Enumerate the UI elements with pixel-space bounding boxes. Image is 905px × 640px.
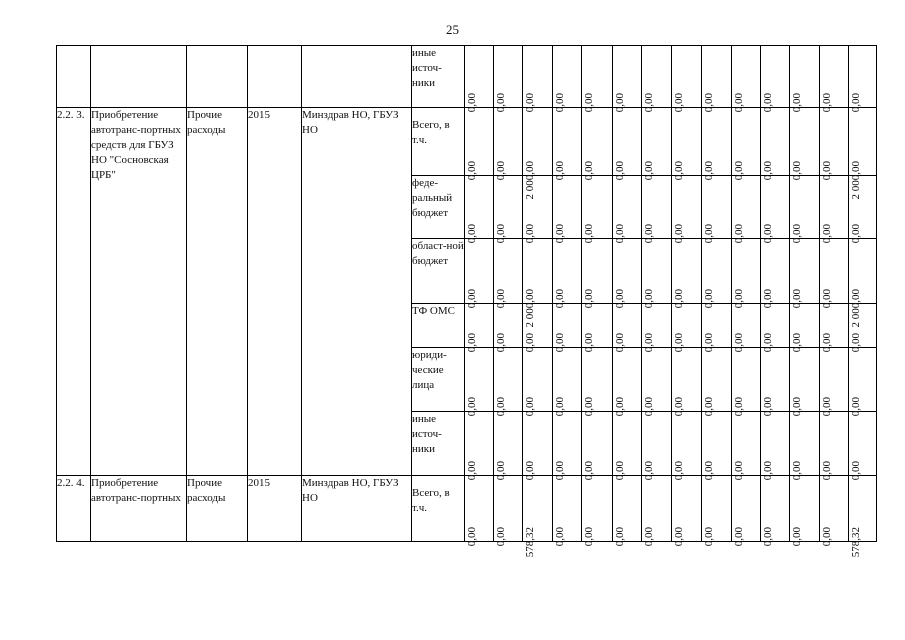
value-cell — [523, 476, 553, 558]
value-cell — [642, 108, 672, 181]
value-text: 0,00 — [733, 397, 745, 417]
value-cell — [732, 46, 761, 113]
value-cell — [849, 239, 877, 328]
value-text: 0,00 — [643, 397, 655, 417]
value-text: 0,00 — [733, 93, 745, 113]
value-cell — [613, 304, 642, 353]
value-cell — [790, 304, 820, 353]
value-text: 0,00 — [554, 93, 566, 113]
value-cell — [465, 46, 494, 113]
value-text: 0,00 — [643, 527, 655, 547]
value-text: 0,00 — [466, 224, 478, 244]
value-cell — [613, 476, 642, 547]
value-text: 0,00 — [762, 289, 774, 309]
value-cell — [613, 239, 642, 309]
value-text: 0,00 — [821, 289, 833, 309]
value-cell — [702, 476, 732, 547]
source-cell: иные источ-ники — [412, 412, 465, 476]
value-text: 0,00 — [733, 333, 745, 353]
value-text: 0,00 — [643, 333, 655, 353]
value-text: 0,00 — [791, 461, 803, 481]
value-text: 0,00 — [762, 224, 774, 244]
value-cell — [523, 412, 553, 481]
value-cell — [642, 476, 672, 547]
value-text: 0,00 — [466, 289, 478, 309]
value-text: 0,00 — [554, 289, 566, 309]
value-text: 0,00 — [554, 461, 566, 481]
value-text: 0,00 — [524, 397, 536, 417]
value-cell — [465, 108, 494, 181]
value-text: 0,00 — [791, 289, 803, 309]
value-text: 0,00 — [791, 224, 803, 244]
value-cell — [494, 176, 523, 244]
empty-cell — [248, 46, 302, 108]
value-text: 0,00 — [583, 461, 595, 481]
value-text: 0,00 — [495, 397, 507, 417]
value-cell — [465, 348, 494, 417]
value-cell — [849, 108, 877, 200]
source-cell: област-ной бюджет — [412, 239, 465, 304]
source-cell: иные источ-ники — [412, 46, 465, 108]
value-cell — [494, 46, 523, 113]
value-cell — [642, 239, 672, 309]
value-cell — [582, 239, 613, 309]
value-cell — [523, 176, 553, 244]
value-text: 0,00 — [821, 397, 833, 417]
value-text: 0,00 — [821, 527, 833, 547]
value-text: 0,00 — [850, 397, 862, 417]
value-cell — [702, 412, 732, 481]
value-text: 0,00 — [554, 397, 566, 417]
value-cell — [523, 46, 553, 113]
value-cell — [761, 348, 790, 417]
value-text: 0,00 — [466, 397, 478, 417]
value-cell — [732, 476, 761, 547]
value-cell — [732, 304, 761, 353]
value-text: 0,00 — [733, 161, 745, 181]
value-text: 0,00 — [495, 527, 507, 547]
item-name: Приобретение автотранс-портных — [91, 476, 187, 542]
value-text: 0,00 — [791, 333, 803, 353]
value-cell — [494, 304, 523, 353]
value-cell — [820, 476, 849, 547]
value-text: 0,00 — [583, 333, 595, 353]
value-cell — [761, 239, 790, 309]
value-text: 0,00 — [703, 161, 715, 181]
value-text: 0,00 — [614, 93, 626, 113]
source-cell: Всего, в т.ч. — [412, 476, 465, 542]
value-cell — [732, 239, 761, 309]
value-cell — [494, 412, 523, 481]
value-text: 0,00 — [524, 461, 536, 481]
value-cell — [849, 348, 877, 417]
value-text: 0,00 — [495, 161, 507, 181]
empty-cell — [302, 46, 412, 108]
value-cell — [582, 304, 613, 353]
value-text: 0,00 — [495, 224, 507, 244]
value-cell — [642, 46, 672, 113]
value-text: 0,00 — [733, 224, 745, 244]
empty-cell — [57, 46, 91, 108]
value-text: 0,00 — [762, 93, 774, 113]
value-text: 0,00 — [703, 397, 715, 417]
value-cell — [523, 108, 553, 200]
table-row — [57, 108, 877, 176]
value-text: 0,00 — [762, 461, 774, 481]
value-cell — [642, 348, 672, 417]
value-text: 0,00 — [554, 527, 566, 547]
value-text: 0,00 — [524, 93, 536, 113]
value-cell — [702, 108, 732, 181]
empty-cell — [187, 46, 248, 108]
value-cell — [582, 412, 613, 481]
value-cell — [613, 412, 642, 481]
value-cell — [732, 176, 761, 244]
value-cell — [820, 348, 849, 417]
value-text: 0,00 — [703, 527, 715, 547]
value-text: 0,00 — [495, 333, 507, 353]
value-text: 0,00 — [643, 289, 655, 309]
value-cell — [761, 46, 790, 113]
value-cell — [732, 108, 761, 181]
item-name: Приобретение автотранс-портных средств для ГБУЗ НО "Сосновская ЦРБ" — [91, 108, 187, 476]
table-row — [57, 46, 877, 108]
value-text: 0,00 — [554, 224, 566, 244]
value-cell — [494, 476, 523, 547]
value-text: 2 000,00 — [850, 289, 862, 328]
value-cell — [553, 412, 582, 481]
value-cell — [790, 108, 820, 181]
value-text: 0,00 — [703, 289, 715, 309]
value-cell — [732, 348, 761, 417]
value-cell — [761, 176, 790, 244]
value-text: 0,00 — [614, 527, 626, 547]
page-number: 25 — [446, 22, 459, 37]
value-cell — [613, 348, 642, 417]
value-cell — [494, 239, 523, 309]
value-cell — [672, 176, 702, 244]
value-cell — [849, 304, 877, 353]
value-cell — [582, 348, 613, 417]
value-cell — [702, 304, 732, 353]
value-cell — [582, 476, 613, 547]
value-text: 0,00 — [762, 333, 774, 353]
value-text: 0,00 — [673, 397, 685, 417]
value-cell — [523, 239, 553, 328]
source-cell: феде-ральный бюджет — [412, 176, 465, 239]
value-text: 0,00 — [821, 161, 833, 181]
value-cell — [672, 412, 702, 481]
value-cell — [553, 176, 582, 244]
value-cell — [702, 348, 732, 417]
value-text: 0,00 — [614, 397, 626, 417]
value-text: 0,00 — [703, 93, 715, 113]
value-text: 0,00 — [554, 333, 566, 353]
value-cell — [761, 304, 790, 353]
value-text: 2 000,00 — [850, 161, 862, 200]
value-cell — [553, 108, 582, 181]
value-cell — [672, 46, 702, 113]
value-cell — [553, 476, 582, 547]
value-text: 0,00 — [554, 161, 566, 181]
expense-type: Прочие расходы — [187, 476, 248, 542]
value-text: 0,00 — [791, 527, 803, 547]
value-cell — [849, 412, 877, 481]
value-cell — [465, 239, 494, 309]
value-text: 0,00 — [643, 161, 655, 181]
value-text: 0,00 — [821, 461, 833, 481]
source-cell: ТФ ОМС — [412, 304, 465, 348]
value-text: 0,00 — [524, 333, 536, 353]
value-cell — [790, 239, 820, 309]
value-cell — [849, 46, 877, 113]
executor-cell: Минздрав НО, ГБУЗ НО — [302, 108, 412, 476]
value-text: 0,00 — [614, 224, 626, 244]
value-cell — [790, 348, 820, 417]
value-cell — [494, 348, 523, 417]
value-cell — [672, 239, 702, 309]
value-text: 0,00 — [791, 397, 803, 417]
value-text: 0,00 — [495, 289, 507, 309]
value-text: 0,00 — [791, 93, 803, 113]
value-cell — [849, 476, 877, 558]
value-cell — [820, 108, 849, 181]
value-text: 0,00 — [821, 333, 833, 353]
value-text: 0,00 — [466, 333, 478, 353]
value-text: 0,00 — [733, 461, 745, 481]
value-cell — [672, 476, 702, 547]
value-text: 0,00 — [821, 224, 833, 244]
value-text: 0,00 — [466, 461, 478, 481]
value-cell — [465, 476, 494, 547]
value-text: 0,00 — [614, 161, 626, 181]
value-text: 0,00 — [583, 93, 595, 113]
value-text: 0,00 — [583, 527, 595, 547]
value-text: 0,00 — [673, 224, 685, 244]
value-text: 0,00 — [643, 224, 655, 244]
value-text: 0,00 — [495, 93, 507, 113]
value-text: 0,00 — [703, 333, 715, 353]
value-cell — [820, 304, 849, 353]
value-text: 0,00 — [673, 289, 685, 309]
value-text: 2 000,00 — [524, 289, 536, 328]
value-cell — [553, 239, 582, 309]
value-text: 0,00 — [643, 93, 655, 113]
year-cell: 2015 — [248, 108, 302, 476]
source-cell: Всего, в т.ч. — [412, 108, 465, 176]
value-text: 0,00 — [703, 224, 715, 244]
value-text: 0,00 — [850, 93, 862, 113]
value-text: 0,00 — [643, 461, 655, 481]
value-cell — [672, 304, 702, 353]
value-cell — [702, 239, 732, 309]
value-cell — [702, 46, 732, 113]
value-cell — [820, 412, 849, 481]
value-cell — [642, 412, 672, 481]
item-number: 2.2. 3. — [57, 108, 91, 476]
value-cell — [672, 108, 702, 181]
value-text: 0,00 — [583, 224, 595, 244]
value-text: 0,00 — [466, 93, 478, 113]
value-cell — [465, 304, 494, 353]
value-cell — [613, 108, 642, 181]
value-text: 0,00 — [762, 161, 774, 181]
value-text: 578,32 — [524, 527, 536, 558]
value-text: 0,00 — [703, 461, 715, 481]
value-text: 0,00 — [821, 93, 833, 113]
value-cell — [582, 108, 613, 181]
value-text: 0,00 — [850, 224, 862, 244]
value-cell — [790, 412, 820, 481]
value-cell — [465, 176, 494, 244]
value-cell — [642, 304, 672, 353]
item-number: 2.2. 4. — [57, 476, 91, 542]
value-cell — [790, 476, 820, 547]
value-cell — [553, 304, 582, 353]
value-text: 0,00 — [583, 289, 595, 309]
value-text: 0,00 — [733, 289, 745, 309]
value-cell — [582, 46, 613, 113]
value-cell — [820, 239, 849, 309]
value-cell — [465, 412, 494, 481]
value-text: 0,00 — [762, 397, 774, 417]
value-text: 0,00 — [673, 461, 685, 481]
budget-table — [56, 45, 877, 558]
value-cell — [820, 46, 849, 113]
value-text: 0,00 — [524, 224, 536, 244]
year-cell: 2015 — [248, 476, 302, 542]
value-text: 0,00 — [614, 289, 626, 309]
value-text: 0,00 — [583, 397, 595, 417]
value-text: 0,00 — [762, 527, 774, 547]
value-text: 0,00 — [850, 333, 862, 353]
value-text: 0,00 — [673, 93, 685, 113]
value-text: 0,00 — [614, 333, 626, 353]
value-cell — [494, 108, 523, 181]
value-text: 0,00 — [791, 161, 803, 181]
value-cell — [732, 412, 761, 481]
value-cell — [702, 176, 732, 244]
value-cell — [672, 348, 702, 417]
value-text: 0,00 — [466, 527, 478, 547]
value-cell — [642, 176, 672, 244]
source-cell: юриди-ческие лица — [412, 348, 465, 412]
value-cell — [761, 108, 790, 181]
value-text: 0,00 — [614, 461, 626, 481]
value-text: 0,00 — [673, 527, 685, 547]
value-cell — [790, 176, 820, 244]
value-cell — [790, 46, 820, 113]
value-cell — [582, 176, 613, 244]
expense-type: Прочие расходы — [187, 108, 248, 476]
value-cell — [523, 304, 553, 353]
executor-cell: Минздрав НО, ГБУЗ НО — [302, 476, 412, 542]
value-text: 0,00 — [673, 161, 685, 181]
value-cell — [761, 412, 790, 481]
value-cell — [523, 348, 553, 417]
value-text: 0,00 — [673, 333, 685, 353]
value-text: 0,00 — [495, 461, 507, 481]
value-cell — [820, 176, 849, 244]
value-text: 578,32 — [850, 527, 862, 558]
value-cell — [849, 176, 877, 244]
value-cell — [613, 176, 642, 244]
value-text: 0,00 — [850, 461, 862, 481]
table-row — [57, 476, 877, 542]
value-cell — [761, 476, 790, 547]
value-text: 0,00 — [466, 161, 478, 181]
value-text: 2 000,00 — [524, 161, 536, 200]
value-text: 0,00 — [583, 161, 595, 181]
value-cell — [553, 46, 582, 113]
empty-cell — [91, 46, 187, 108]
value-cell — [613, 46, 642, 113]
value-text: 0,00 — [733, 527, 745, 547]
value-cell — [553, 348, 582, 417]
